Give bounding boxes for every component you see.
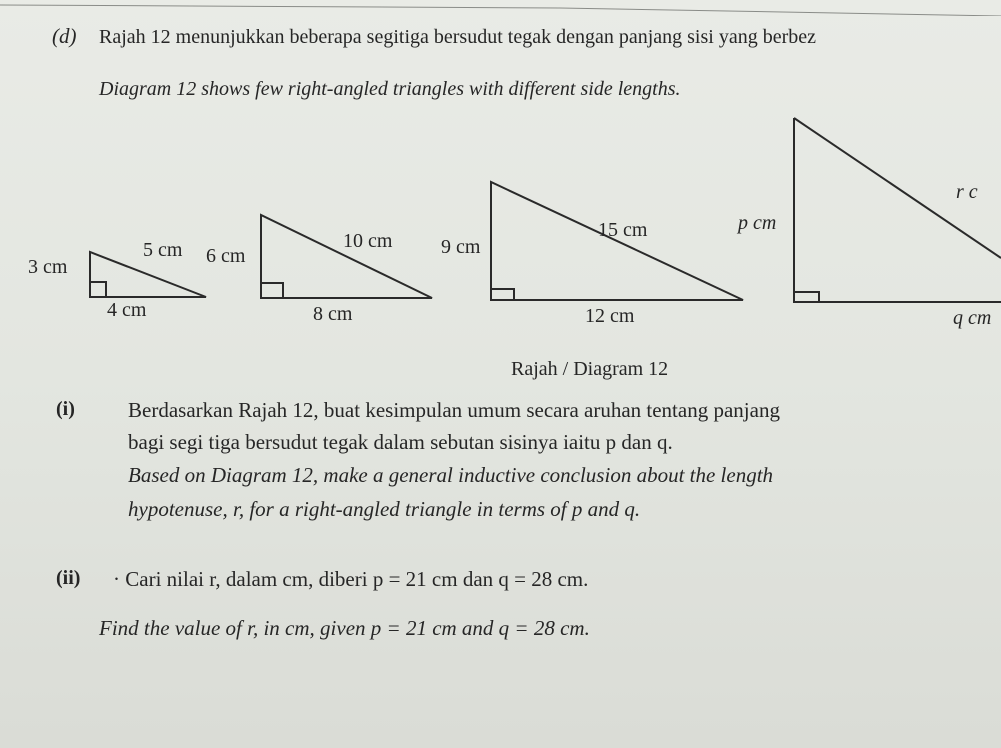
triangle-1-base-label: 4 cm [107, 299, 147, 321]
part-i-english-line-2: hypotenuse, r, for a right-angled triangle in terms of p and q. [128, 497, 641, 521]
diagram-caption: Rajah / Diagram 12 [511, 358, 669, 380]
part-ii-label: (ii) [56, 567, 81, 589]
question-part-label: (d) [52, 24, 77, 48]
triangle-2-hypotenuse-label: 10 cm [343, 230, 393, 252]
right-angle-mark-4 [794, 292, 819, 302]
triangle-2 [261, 215, 432, 298]
question-text-english: Diagram 12 shows few right-angled triangles with different side lengths. [99, 78, 681, 100]
triangle-4 [794, 118, 1001, 302]
triangle-1-vertical-label: 3 cm [28, 256, 68, 278]
part-i-english-line-1: Based on Diagram 12, make a general inductive conclusion about the length [128, 463, 774, 487]
question-text-malay: Rajah 12 menunjukkan beberapa segitiga bersudut tegak dengan panjang sisi yang berbez [99, 26, 816, 48]
triangle-3-hypotenuse-label: 15 cm [598, 219, 648, 241]
part-i-malay-line-2: bagi segi tiga bersudut tegak dalam sebutan sisinya iaitu p dan q. [128, 430, 673, 454]
triangle-4-vertical-label: p cm [738, 212, 777, 234]
part-i-label: (i) [56, 398, 75, 420]
right-angle-mark-1 [90, 282, 106, 297]
triangle-4-hypotenuse-label: r c [956, 181, 978, 203]
right-angle-mark-2 [261, 283, 283, 298]
triangle-2-vertical-label: 6 cm [206, 245, 246, 267]
triangle-3-vertical-label: 9 cm [441, 236, 481, 258]
part-ii-english: Find the value of r, in cm, given p = 21 cm and q = 28 cm. [99, 616, 590, 640]
triangle-4-base-label: q cm [953, 307, 992, 329]
part-ii-malay: · Cari nilai r, dalam cm, diberi p = 21 cm dan q = 28 cm. [113, 567, 589, 591]
triangle-3-base-label: 12 cm [585, 305, 635, 327]
triangle-2-base-label: 8 cm [313, 303, 353, 325]
part-i-malay-line-1: Berdasarkan Rajah 12, buat kesimpulan umum secara aruhan tentang panjang [128, 398, 780, 422]
triangle-1-hypotenuse-label: 5 cm [143, 239, 183, 261]
right-angle-mark-3 [491, 289, 514, 300]
